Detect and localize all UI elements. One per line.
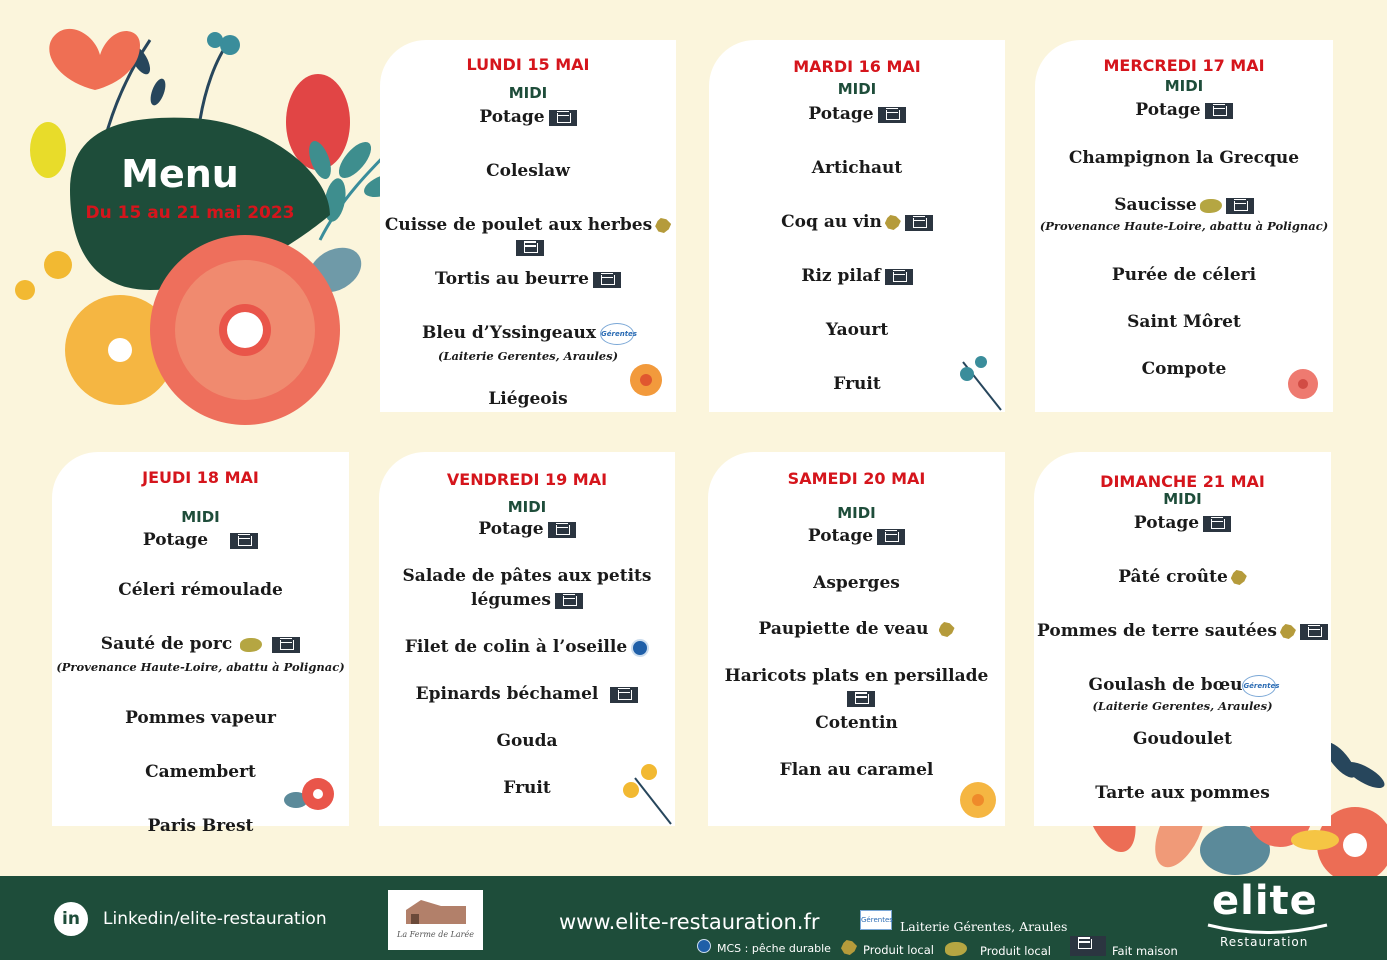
homemade-icon	[1203, 516, 1231, 532]
homemade-icon	[610, 687, 638, 703]
dish-provenance: (Laiterie Gerentes, Araules)	[1092, 699, 1273, 713]
dish-main: Filet de colin à l’oseille	[379, 636, 675, 659]
service-label: MIDI	[1164, 77, 1204, 95]
menu-title: Menu	[121, 152, 239, 196]
dish-main: Paupiette de veau	[708, 618, 1005, 641]
dish-cheese: Bleu d’Yssingeaux Gérentes	[421, 323, 637, 343]
service-label: MIDI	[837, 504, 876, 522]
big-red-daisy-icon	[150, 235, 340, 425]
farm-logo	[388, 890, 483, 950]
brand-swoosh-icon	[1205, 922, 1330, 936]
homemade-icon	[555, 593, 583, 609]
farm-house-icon	[401, 896, 471, 926]
red-flower-icon	[282, 774, 338, 814]
homemade-icon	[1205, 103, 1233, 119]
linkedin-icon[interactable]: in	[54, 902, 88, 936]
dish-side: Haricots plats en persillade	[708, 665, 1005, 711]
dish-side: Goulash de bœuGérentes	[1088, 675, 1280, 695]
homemade-icon	[549, 110, 577, 126]
legend-haute-loire-icon	[945, 942, 967, 956]
day-card-dimanche	[1034, 452, 1331, 826]
homemade-icon	[272, 637, 300, 653]
dish-entree: Pâté croûte	[1034, 566, 1331, 589]
local-product-icon	[655, 218, 671, 233]
dish-dessert: Compote	[1141, 359, 1227, 379]
dish-cheese: Cotentin	[815, 713, 898, 733]
homemade-icon	[877, 529, 905, 545]
dish-entree-line1: Salade de pâtes aux petits	[402, 566, 652, 586]
dish-starter: Potage	[52, 529, 349, 552]
dish-side: Riz pilaf	[709, 265, 1005, 288]
farm-logo-text: La Ferme de Larée	[397, 930, 474, 939]
local-product-icon	[1231, 570, 1247, 585]
legend-local-2: Produit local	[980, 944, 1051, 958]
day-title: LUNDI 15 MAI	[466, 55, 590, 74]
haute-loire-icon	[1200, 199, 1222, 213]
dish-main: Cuisse de poulet aux herbes	[380, 214, 676, 260]
day-title: MERCREDI 17 MAI	[1103, 56, 1265, 75]
dish-starter: Potage	[379, 518, 675, 541]
service-label: MIDI	[1163, 490, 1202, 508]
orange-flower-icon	[628, 362, 664, 398]
service-label: MIDI	[837, 80, 877, 98]
day-card-mercredi	[1035, 40, 1333, 412]
day-title: DIMANCHE 21 MAI	[1100, 472, 1265, 491]
local-product-icon	[1280, 624, 1296, 639]
day-card-lundi	[380, 40, 676, 412]
dish-side: Tortis au beurre	[380, 268, 676, 291]
dish-entree: Asperges	[813, 573, 900, 593]
dish-dessert: Liégeois	[488, 389, 568, 409]
day-card-mardi	[709, 40, 1005, 412]
dish-main: Saucisse	[1035, 194, 1333, 217]
day-title: JEUDI 18 MAI	[142, 468, 259, 487]
day-title: VENDREDI 19 MAI	[446, 470, 608, 489]
day-card-jeudi	[52, 452, 349, 836]
homemade-icon	[905, 215, 933, 231]
dish-entree: Céleri rémoulade	[118, 580, 283, 600]
dish-provenance: (Laiterie Gerentes, Araules)	[437, 349, 619, 363]
dish-entree: Champignon la Grecque	[1068, 148, 1300, 168]
homemade-icon	[230, 533, 258, 549]
homemade-icon	[516, 240, 544, 256]
dish-side: Epinards béchamel	[379, 683, 675, 706]
haute-loire-icon	[240, 638, 262, 652]
dish-main: Sauté de porc	[52, 633, 349, 656]
yellow-small-flower-icon	[15, 251, 72, 300]
legend-homemade-icon	[1070, 936, 1106, 956]
dish-cheese: Camembert	[145, 762, 256, 782]
gerentes-icon: Gérentes	[600, 323, 634, 345]
legend-msc: MCS : pêche durable	[717, 942, 831, 955]
dish-dessert: Flan au caramel	[779, 760, 934, 780]
legend-local-icon	[841, 940, 857, 955]
dish-dairy: Yaourt	[825, 320, 889, 340]
laiterie-label: Laiterie Gérentes, Araules	[900, 919, 1068, 934]
yellow-balloon-icon	[30, 122, 66, 178]
gerentes-icon: Gérentes	[1242, 675, 1276, 697]
local-product-icon	[885, 215, 901, 230]
dish-dessert: Tarte aux pommes	[1095, 783, 1270, 803]
service-label: MIDI	[507, 498, 547, 516]
homemade-icon	[593, 272, 621, 288]
dish-cheese: Saint Môret	[1127, 312, 1241, 332]
dish-dessert: Paris Brest	[147, 816, 254, 836]
linkedin-link[interactable]: Linkedin/elite-restauration	[103, 909, 327, 929]
legend-local-1: Produit local	[863, 943, 934, 957]
dish-provenance: (Provenance Haute-Loire, abattu à Polignac)	[1039, 219, 1329, 233]
homemade-icon	[1226, 198, 1254, 214]
dish-starter: Potage	[1034, 512, 1331, 535]
dish-starter: Potage	[708, 525, 1005, 548]
menu-dates: Du 15 au 21 mai 2023	[85, 203, 295, 223]
homemade-icon	[878, 107, 906, 123]
blue-flower-sprig-icon	[953, 352, 1005, 412]
dish-entree-line2: légumes	[379, 589, 675, 612]
msc-icon	[631, 639, 649, 657]
day-card-vendredi	[379, 452, 675, 826]
yellow-flower-sprig-icon	[617, 760, 675, 826]
brand-subtitle: Restauration	[1220, 935, 1309, 949]
day-title: MARDI 16 MAI	[793, 57, 921, 76]
dish-side: Pommes vapeur	[125, 708, 276, 728]
brand-logo: elite	[1212, 878, 1318, 924]
orange-flower-icon	[958, 780, 998, 820]
homemade-icon	[548, 522, 576, 538]
pink-flower-icon	[1285, 366, 1321, 402]
dish-side: Purée de céleri	[1111, 265, 1257, 285]
service-label: MIDI	[508, 84, 548, 102]
dish-dessert: Fruit	[503, 778, 551, 798]
local-product-icon	[939, 622, 955, 637]
dish-starter: Potage	[709, 103, 1005, 126]
day-card-samedi	[708, 452, 1005, 826]
dish-starter: Potage	[380, 106, 676, 129]
dish-entree: Coleslaw	[486, 161, 570, 181]
day-title: SAMEDI 20 MAI	[787, 469, 926, 488]
homemade-icon	[885, 269, 913, 285]
dish-starter: Potage	[1035, 99, 1333, 122]
dish-dessert: Fruit	[833, 374, 881, 394]
dish-entree: Artichaut	[811, 158, 903, 178]
dish-main: Coq au vin	[709, 211, 1005, 234]
gerentes-logo: Gérentes	[860, 910, 892, 930]
dish-cheese: Gouda	[496, 731, 558, 751]
service-label: MIDI	[181, 508, 220, 526]
homemade-icon	[1300, 624, 1328, 640]
website-link[interactable]: www.elite-restauration.fr	[559, 910, 820, 934]
dish-provenance: (Provenance Haute-Loire, abattu à Polignac)	[56, 660, 345, 674]
footer	[0, 876, 1387, 960]
homemade-icon	[847, 691, 875, 707]
legend-homemade: Fait maison	[1112, 944, 1178, 958]
legend-msc-icon	[697, 939, 711, 953]
dish-cheese: Goudoulet	[1133, 729, 1232, 749]
dish-main: Pommes de terre sautées	[1034, 620, 1331, 643]
